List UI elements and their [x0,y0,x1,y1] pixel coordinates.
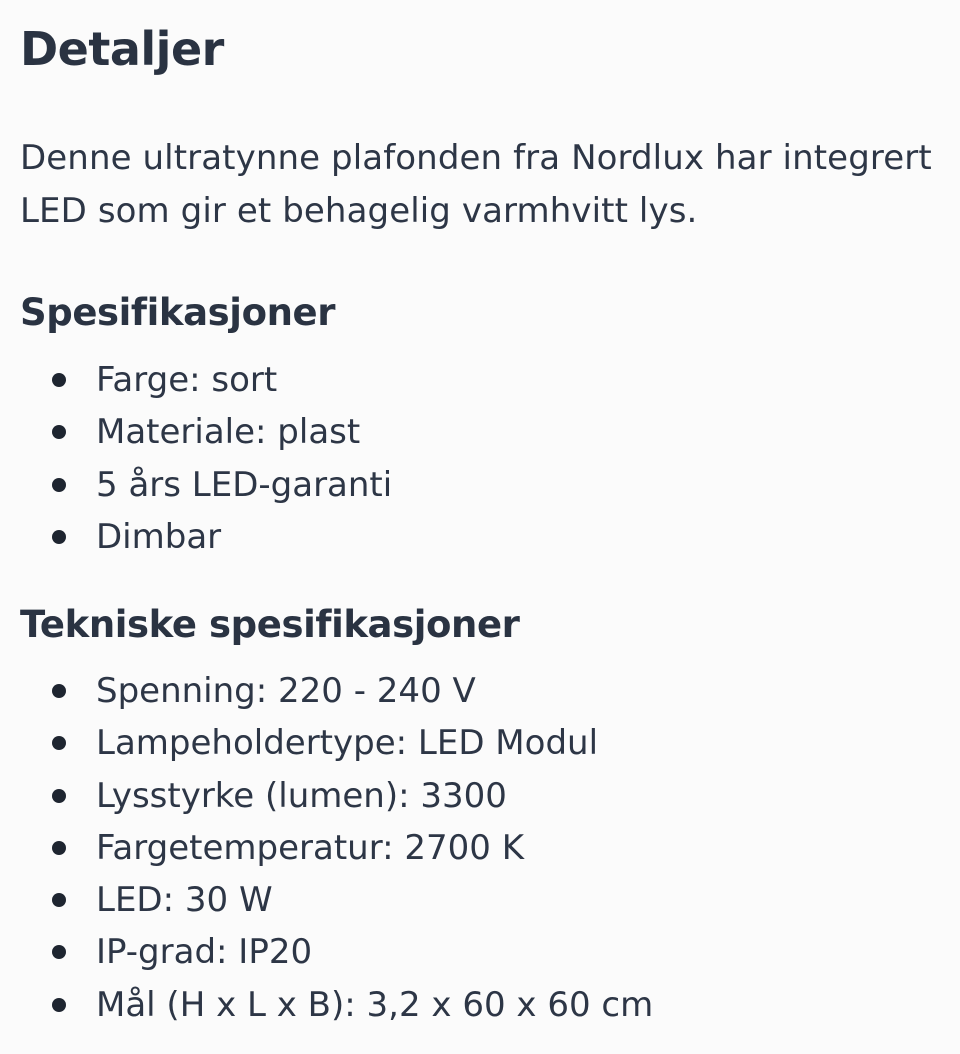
tech-spec-item-text: Mål (H x L x B): 3,2 x 60 x 60 cm [96,984,654,1025]
tech-spec-item-text: Fargetemperatur: 2700 K [96,827,524,868]
tech-spec-item-text: Spenning: 220 - 240 V [96,671,476,711]
tech-spec-item [20,822,653,874]
bullet-icon [52,841,66,855]
bullet-icon [52,945,66,959]
tech-spec-item-text: Lysstyrke (lumen): 3300 [96,775,507,816]
spec-item-text: Dimbar [96,516,222,557]
bullet-icon [52,425,66,439]
tech-spec-item [20,717,653,769]
bullet-icon [52,530,66,544]
details-title: Detaljer [20,22,224,76]
tech-spec-item-text: LED: 30 W [96,880,273,921]
spec-item [20,406,392,458]
spec-item [20,354,392,406]
bullet-icon [52,893,66,907]
bullet-icon [52,478,66,492]
bullet-icon [52,998,66,1012]
specifications-list [20,354,392,563]
spec-item-text: Farge: sort [96,360,278,400]
spec-item [20,459,392,511]
tech-spec-item [20,874,653,926]
bullet-icon [52,373,66,387]
spec-item-text: Materiale: plast [96,412,361,453]
spec-item [20,511,392,563]
tech-spec-item-text: Lampeholdertype: LED Modul [96,723,599,764]
technical-specifications-list [20,665,653,1031]
spec-item-text: 5 års LED-garanti [96,464,393,505]
tech-spec-item [20,979,653,1031]
tech-spec-item [20,770,653,822]
tech-spec-item-text: IP-grad: IP20 [96,932,313,973]
bullet-icon [52,684,66,698]
tech-spec-item [20,926,653,978]
bullet-icon [52,789,66,803]
specifications-heading: Spesifikasjoner [20,291,336,334]
technical-specifications-heading: Tekniske spesifikasjoner [20,603,520,646]
tech-spec-item [20,665,653,717]
bullet-icon [52,736,66,750]
product-description: Denne ultratynne plafonden fra Nordlux har integrert LED som gir et behagelig varmhvitt lys. [20,138,932,231]
